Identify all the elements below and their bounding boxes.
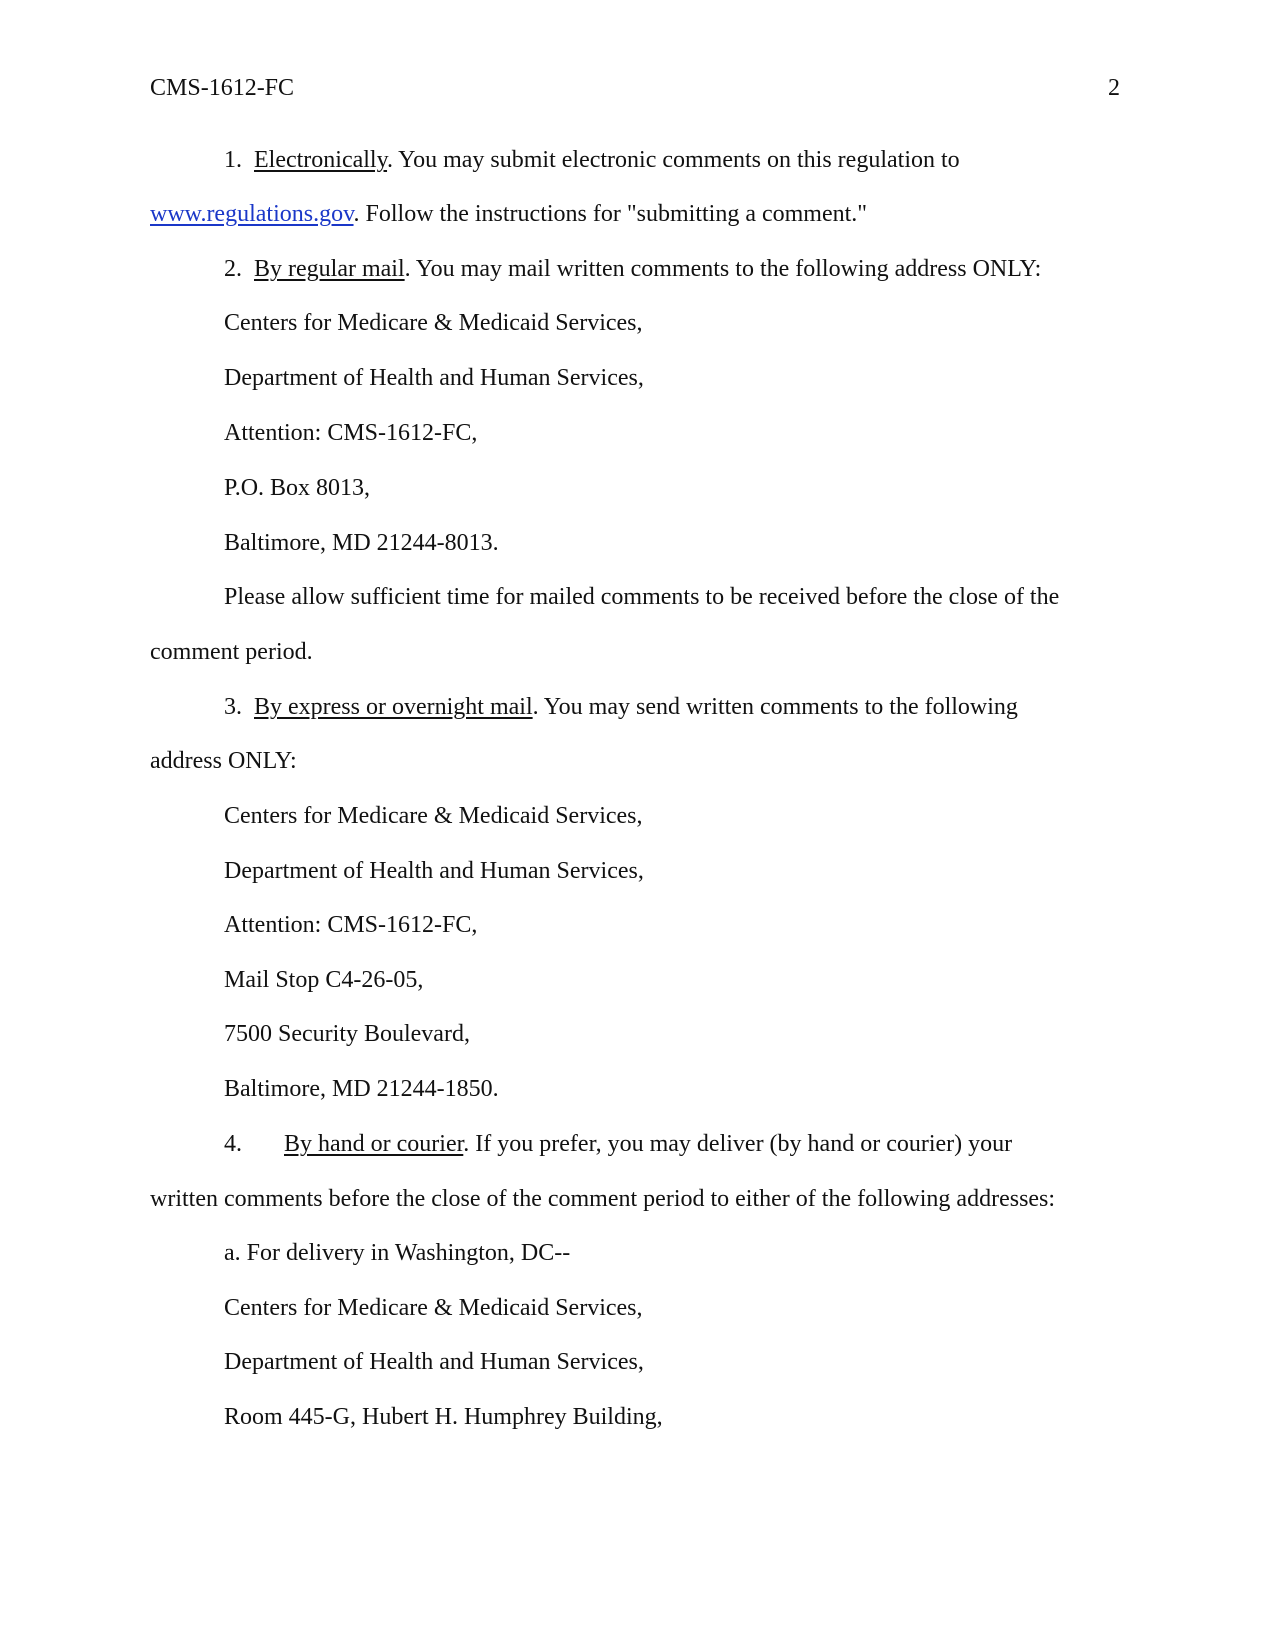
hand-address-line: Department of Health and Human Services,: [224, 1349, 644, 1375]
item-1-line-2: [150, 202, 867, 226]
item-4-line-2: written comments before the close of the comment period to either of the following addresses:: [150, 1186, 1056, 1212]
item-2-method: By regular mail: [254, 256, 405, 282]
express-address-line: Centers for Medicare & Medicaid Services,: [224, 803, 643, 829]
item-4-text: . If you prefer, you may deliver (by hand or courier) your: [463, 1131, 1013, 1157]
express-address-line: Department of Health and Human Services,: [224, 858, 644, 884]
hand-address-line: Room 445-G, Hubert H. Humphrey Building,: [224, 1404, 663, 1430]
item-2-number: 2.: [224, 256, 242, 282]
item-1-line-1: [224, 148, 960, 172]
express-address-line: Attention: CMS-1612-FC,: [224, 912, 478, 938]
mail-address-line: Attention: CMS-1612-FC,: [224, 420, 478, 446]
document-id-header: CMS-1612-FC: [150, 75, 295, 101]
express-address-line: Mail Stop C4-26-05,: [224, 967, 424, 993]
item-2-text: . You may mail written comments to the following address ONLY:: [404, 256, 1042, 282]
hand-address-line: Centers for Medicare & Medicaid Services,: [224, 1295, 643, 1321]
item-4-line-1: [224, 1132, 1012, 1156]
item-3-number: 3.: [224, 694, 242, 720]
item-2-line-1: [224, 257, 1041, 281]
item-1-instructions: . Follow the instructions for "submitting a comment.": [353, 201, 868, 227]
express-address-line: Baltimore, MD 21244-1850.: [224, 1076, 499, 1102]
mail-address-line: Centers for Medicare & Medicaid Services,: [224, 310, 643, 336]
item-4-method: By hand or courier: [284, 1131, 464, 1157]
mail-address-line: Baltimore, MD 21244-8013.: [224, 530, 499, 556]
item-1-number: 1.: [224, 147, 242, 173]
item-4-number: 4.: [224, 1131, 242, 1157]
item-3-line-2: address ONLY:: [150, 748, 297, 774]
item-3-text: . You may send written comments to the following: [532, 694, 1018, 720]
item-4a-heading: a. For delivery in Washington, DC--: [224, 1240, 571, 1266]
item-1-text: . You may submit electronic comments on this regulation to: [387, 147, 960, 173]
mail-address-line: P.O. Box 8013,: [224, 475, 371, 501]
express-address-line: 7500 Security Boulevard,: [224, 1021, 470, 1047]
item-1-method: Electronically: [254, 147, 388, 173]
mail-note-line-2: comment period.: [150, 639, 313, 665]
mail-note-line-1: Please allow sufficient time for mailed comments to be received before the close of the: [224, 584, 1060, 610]
regulations-gov-link[interactable]: www.regulations.gov: [150, 201, 354, 227]
item-3-line-1: [224, 695, 1018, 719]
page-number: 2: [1108, 75, 1120, 101]
item-3-method: By express or overnight mail: [254, 694, 533, 720]
mail-address-line: Department of Health and Human Services,: [224, 365, 644, 391]
